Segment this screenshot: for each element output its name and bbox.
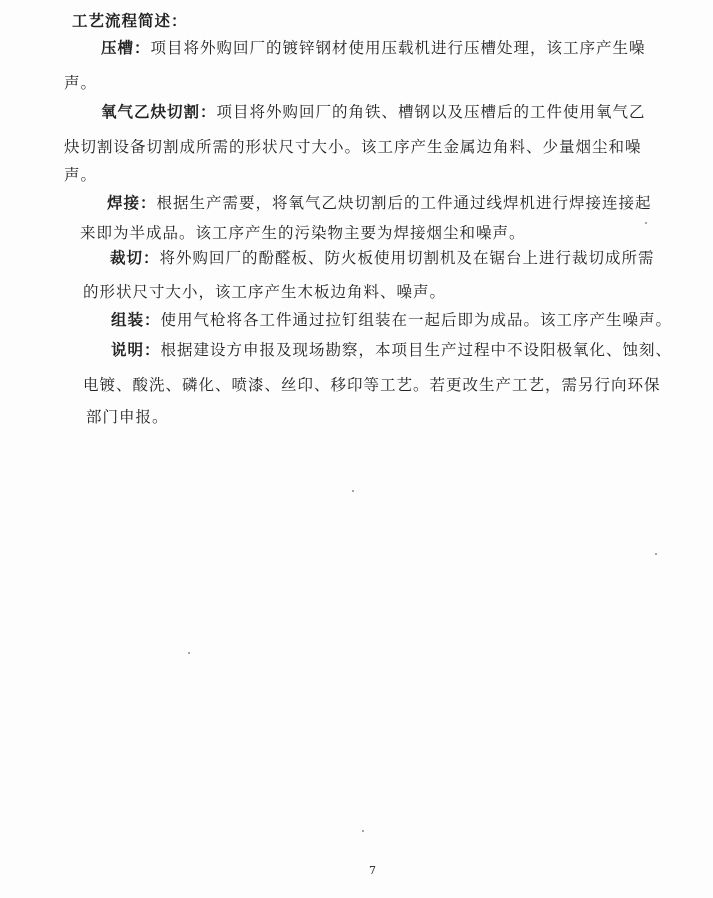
paragraph-text: 电镀、酸洗、磷化、喷漆、丝印、移印等工艺。若更改生产工艺，需另行向环保 bbox=[83, 376, 661, 394]
paragraph-first-line bbox=[111, 340, 672, 360]
paragraph-line bbox=[64, 165, 97, 185]
paragraph-text: 根据建设方申报及现场勘察，本项目生产过程中不设阳极氧化、蚀刻、 bbox=[160, 341, 673, 359]
paragraph-heading: 说明： bbox=[111, 340, 161, 359]
scan-speck bbox=[188, 652, 190, 654]
paragraph-text: 声。 bbox=[64, 74, 98, 92]
section-title: 工艺流程简述： bbox=[72, 11, 188, 30]
paragraph-text: 声。 bbox=[64, 166, 98, 184]
paragraph-first-line bbox=[101, 38, 646, 58]
scan-speck bbox=[362, 830, 364, 832]
paragraph-line bbox=[64, 137, 642, 157]
paragraph-first-line bbox=[107, 193, 652, 213]
paragraph-text: 的形状尺寸大小，该工序产生木板边角料、噪声。 bbox=[83, 283, 447, 301]
paragraph-text: 项目将外购回厂的角铁、槽钢以及压槽后的工件使用氧气乙 bbox=[216, 103, 646, 121]
paragraph-line bbox=[64, 73, 97, 93]
paragraph-text: 将外购回厂的酚醛板、防火板使用切割机及在锯台上进行裁切成所需 bbox=[159, 249, 655, 267]
paragraph-line bbox=[83, 375, 661, 395]
scan-speck bbox=[352, 490, 354, 492]
paragraph-text: 炔切割设备切割成所需的形状尺寸大小。该工序产生金属边角料、少量烟尘和噪 bbox=[64, 138, 642, 156]
paragraph-heading: 氧气乙炔切割： bbox=[101, 102, 217, 121]
paragraph-line bbox=[83, 282, 446, 302]
paragraph-line bbox=[80, 223, 526, 243]
paragraph-heading: 组装： bbox=[111, 310, 161, 329]
paragraph-text: 来即为半成品。该工序产生的污染物主要为焊接烟尘和噪声。 bbox=[80, 224, 526, 242]
paragraph-first-line bbox=[111, 310, 672, 330]
paragraph-text: 部门申报。 bbox=[86, 408, 169, 426]
page-number: 7 bbox=[369, 864, 376, 877]
paragraph-text: 根据生产需要，将氧气乙炔切割后的工件通过线焊机进行焊接连接起 bbox=[156, 194, 652, 212]
paragraph-text: 使用气枪将各工件通过拉钉组装在一起后即为成品。该工序产生噪声。 bbox=[160, 311, 673, 329]
paragraph-first-line bbox=[101, 102, 646, 122]
paragraph-heading: 压槽： bbox=[101, 38, 151, 57]
scan-speck bbox=[655, 553, 657, 555]
paragraph-text: 项目将外购回厂的镀锌钢材使用压载机进行压槽处理，该工序产生噪 bbox=[150, 39, 646, 57]
paragraph-heading: 裁切： bbox=[110, 248, 160, 267]
paragraph-heading: 焊接： bbox=[107, 193, 157, 212]
paragraph-line bbox=[86, 407, 169, 427]
scan-speck bbox=[645, 222, 647, 224]
paragraph-first-line bbox=[110, 248, 655, 268]
